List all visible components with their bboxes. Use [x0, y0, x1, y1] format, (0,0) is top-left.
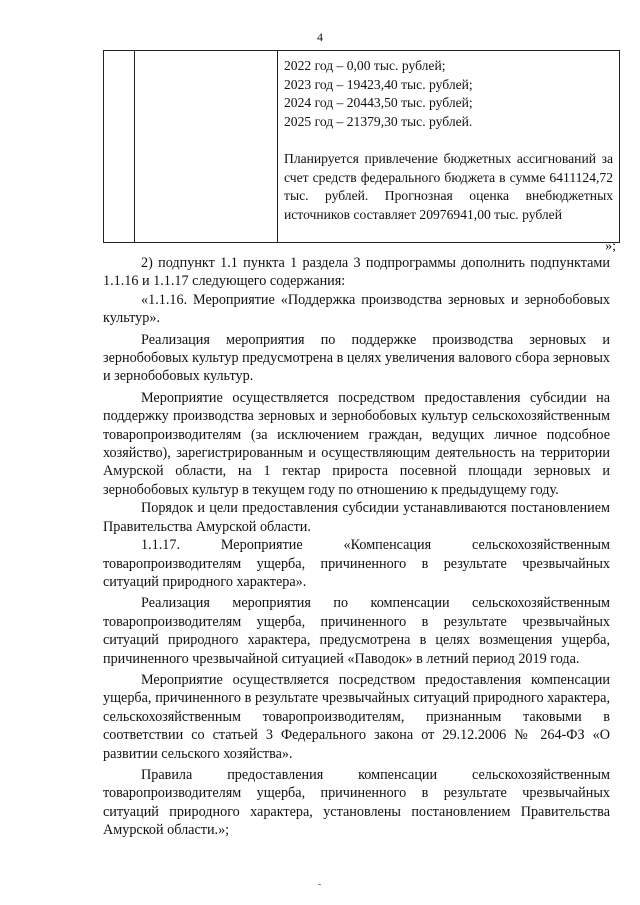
funding-line-2024: 2024 год – 20443,50 тыс. рублей;	[284, 95, 473, 110]
page-number: 4	[317, 30, 323, 44]
paragraph-1-1-16-method: Мероприятие осуществляется посредством предоставления субсидии на поддержку производства зерновых и зернобобовых культур сельскохозяйственным товаропроизводителям (за исключением граждан, ведущих личное подсобное хозяйство), зарегистрированным и осуществляющим деятельность на территории Амурской области, на 1 гектар прироста посевной площади зерновых и зернобобовых культур в текущем году по отношению к предыдущему году.	[103, 389, 610, 498]
funding-line-2023: 2023 год – 19423,40 тыс. рублей;	[284, 76, 473, 92]
funding-line-2025: 2025 год – 21379,30 тыс. рублей.	[284, 113, 473, 129]
document-body	[103, 254, 610, 840]
paragraph-1-1-17-method: Мероприятие осуществляется посредством предоставления компенсации ущерба, причиненного в результате чрезвычайных ситуаций природного характера, сельскохозяйственным товаропроизводителям, признанным таковыми в соответствии со статьей 3 Федерального закона от 29.12.2006 № 264-ФЗ «О развитии сельского хозяйства».	[103, 671, 610, 762]
table-row	[104, 51, 620, 243]
paragraph-1-1-17-rules: Правила предоставления компенсации сельскохозяйственным товаропроизводителям ущерба, причиненного в результате чрезвычайных ситуаций природного характера, установлены постановлением Правительства Амурской области.»;	[103, 766, 610, 839]
paragraph-amendment-intro: 2) подпункт 1.1 пункта 1 раздела 3 подпрограммы дополнить подпунктами 1.1.16 и 1.1.17 следующего содержания:	[103, 255, 610, 290]
closing-quote: »;	[605, 239, 616, 254]
spacer	[284, 131, 613, 150]
scan-mark	[318, 884, 321, 885]
paragraph-1-1-17-purpose: Реализация мероприятия по компенсации сельскохозяйственным товаропроизводителям ущерба, причиненного в результате чрезвычайных ситуаций природного характера, предусмотрена в целях возмещения ущерба, причиненного чрезвычайной ситуацией «Паводок» в летний период 2019 года.	[103, 595, 610, 667]
table-cell-funding	[278, 51, 620, 243]
table-cell-empty-1	[104, 51, 135, 243]
paragraph-1-1-17-heading: 1.1.17. Мероприятие «Компенсация сельскохозяйственным товаропроизводителям ущерба, причиненного в результате чрезвычайных ситуаций природного характера».	[103, 537, 610, 590]
paragraph-1-1-16-heading: «1.1.16. Мероприятие «Поддержка производства зерновых и зернобобовых культур».	[103, 291, 610, 327]
budget-table	[103, 50, 620, 243]
table-cell-empty-2	[135, 51, 278, 243]
planned-funding-text: Планируется привлечение бюджетных ассигнований за счет средств федерального бюджета в сумме 6411124,72 тыс. рублей. Прогнозная оценка внебюджетных источников составляет 20976941,00 тыс. рублей	[284, 151, 613, 222]
paragraph-1-1-16-procedure: Порядок и цели предоставления субсидии устанавливаются постановлением Правительства Амурской области.	[103, 500, 610, 535]
paragraph-1-1-16-purpose: Реализация мероприятия по поддержке производства зерновых и зернобобовых культур предусмотрена в целях увеличения валового сбора зерновых и зернобобовых культур.	[103, 331, 610, 385]
funding-line-2022: 2022 год – 0,00 тыс. рублей;	[284, 58, 446, 73]
